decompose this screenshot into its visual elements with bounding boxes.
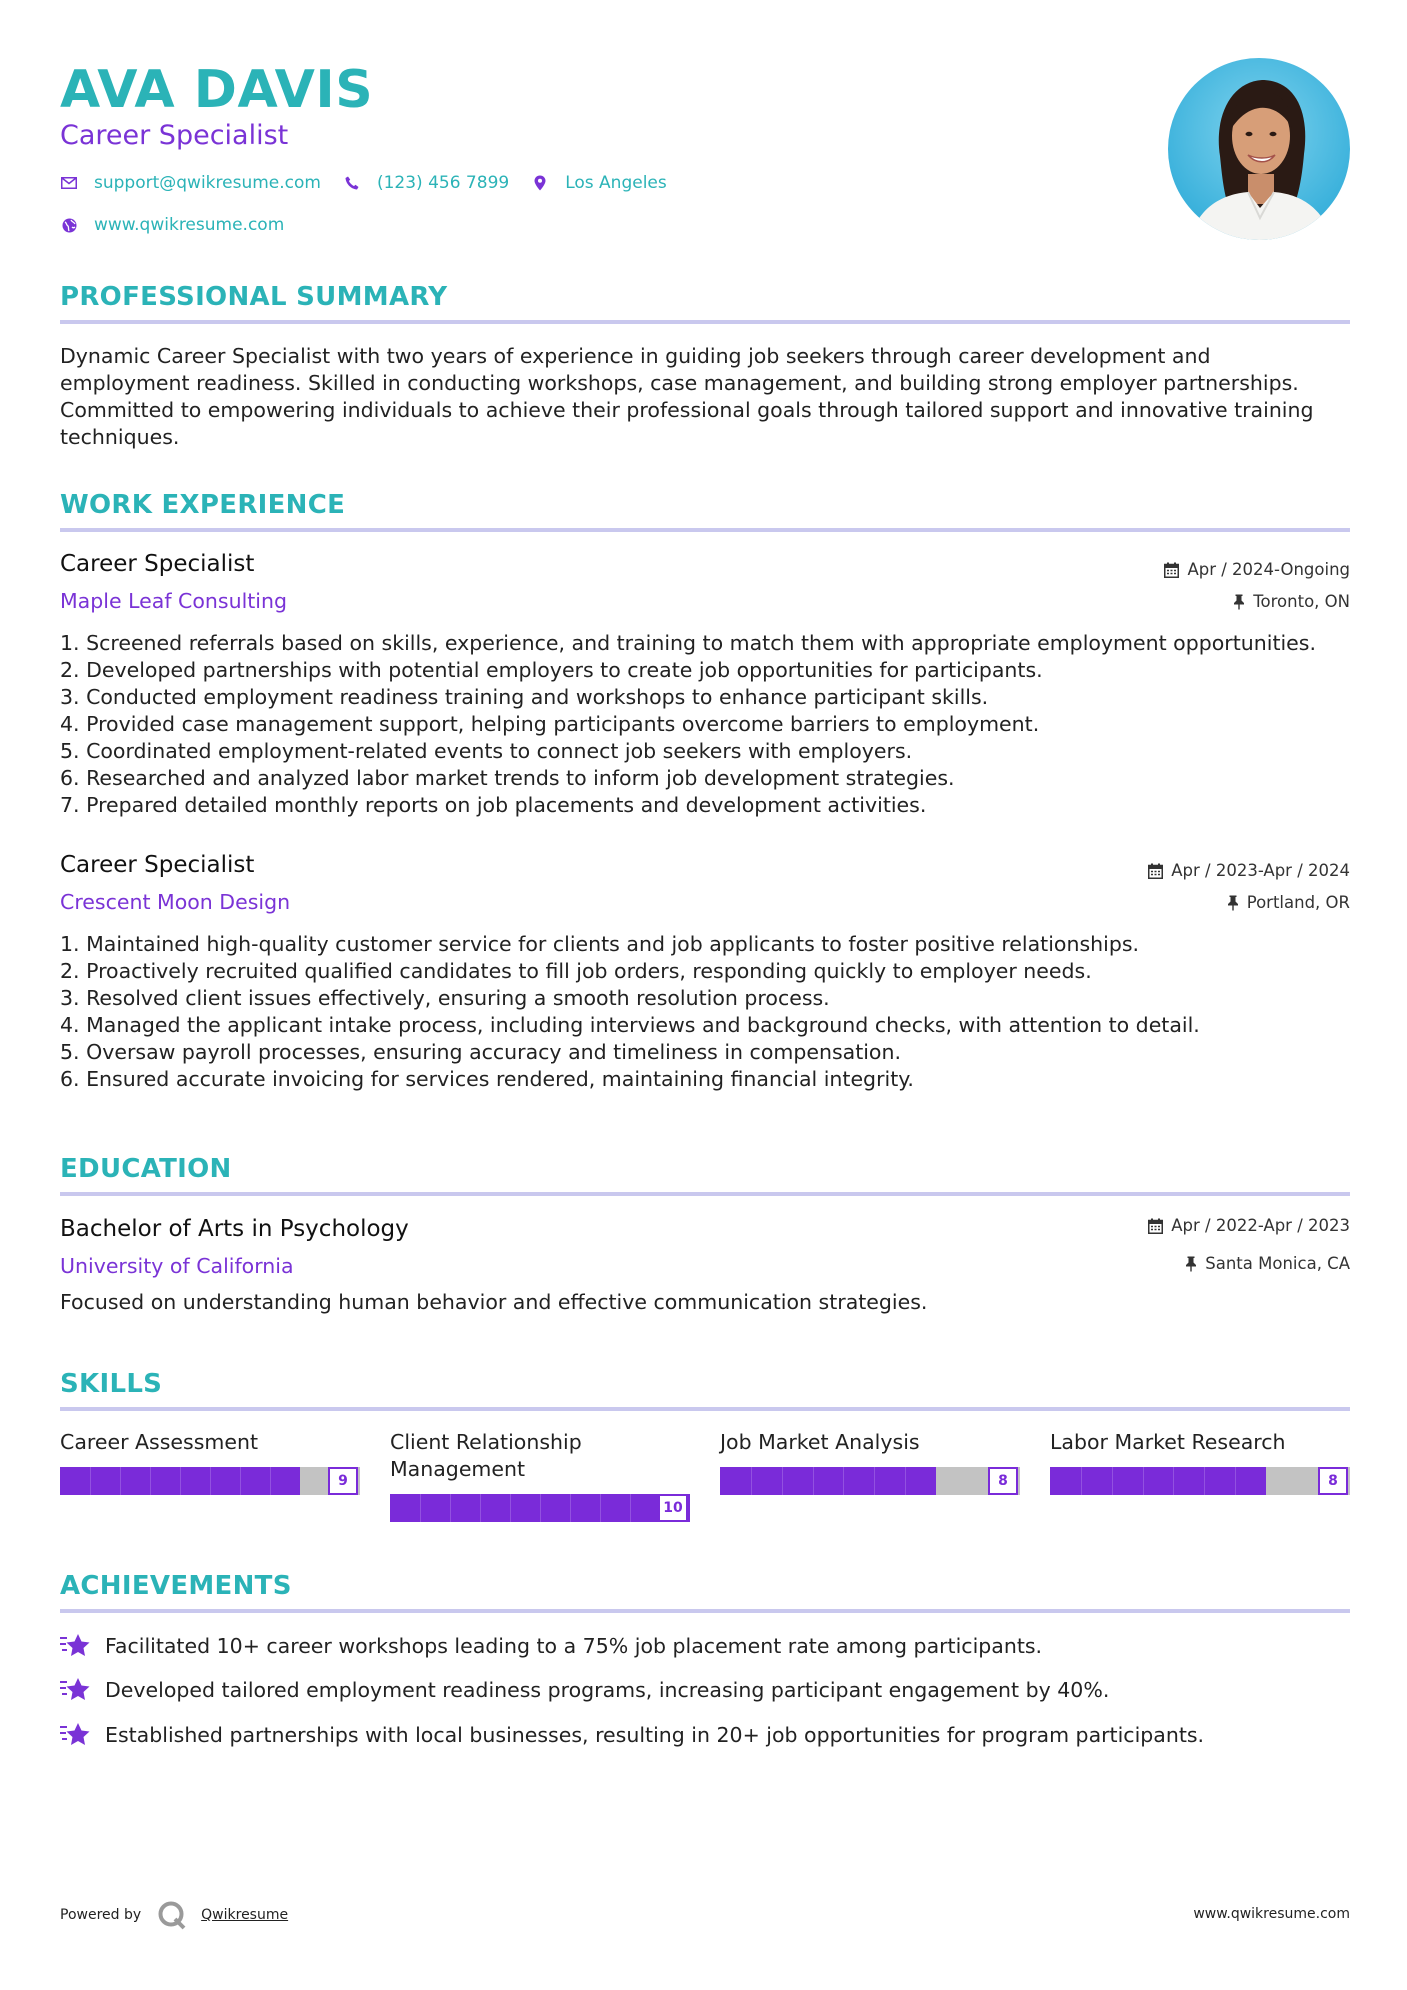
skill-bar-segment [120, 1467, 121, 1495]
job-bullets [60, 630, 1350, 819]
summary-line: Dynamic Career Specialist with two years of experience in guiding job seekers through career development and [60, 344, 1211, 368]
list-item: 4. Managed the applicant intake process, including interviews and background checks, with attention to detail. [60, 1013, 1200, 1037]
candidate-role: Career Specialist [60, 120, 289, 151]
skill-item [60, 1429, 360, 1489]
footer-powered-by [60, 1900, 288, 1930]
skill-bar-segment [1081, 1467, 1082, 1495]
phone-text: (123) 456 7899 [376, 173, 510, 193]
section-title-education: EDUCATION [60, 1154, 232, 1184]
list-item: 5. Oversaw payroll processes, ensuring accuracy and timeliness in compensation. [60, 1040, 901, 1064]
skill-bar-segment [874, 1467, 875, 1495]
summary-text [60, 343, 1350, 451]
job-dates [1148, 860, 1350, 882]
star-icon [60, 1632, 92, 1660]
list-item: 6. Researched and analyzed labor market trends to inform job development strategies. [60, 766, 955, 790]
education-dates [1148, 1215, 1350, 1237]
achievement-text: Established partnerships with local businesses, resulting in 20+ job opportunities for program participants. [105, 1722, 1205, 1747]
job-location-text: Toronto, ON [1253, 592, 1350, 611]
skill-item [390, 1429, 690, 1516]
skill-bar-segment [210, 1467, 211, 1495]
pushpin-icon [1185, 1256, 1197, 1272]
job-dates-text: Apr / 2024-Ongoing [1187, 560, 1350, 579]
envelope-icon [60, 174, 78, 192]
skill-bar-segment [240, 1467, 241, 1495]
website-text: www.qwikresume.com [94, 215, 285, 235]
contact-row-1 [60, 173, 689, 193]
job-dates [1164, 559, 1350, 581]
list-item: 5. Coordinated employment-related events to connect job seekers with employers. [60, 739, 913, 763]
candidate-name: AVA DAVIS [60, 60, 374, 120]
skill-bar-fill [1050, 1467, 1266, 1495]
resume-page [60, 0, 1350, 1990]
company-name: Crescent Moon Design [60, 890, 291, 914]
list-item: 6. Ensured accurate invoicing for services rendered, maintaining financial integrity. [60, 1067, 914, 1091]
education-location-text: Santa Monica, CA [1205, 1254, 1350, 1273]
job-bullets [60, 931, 1350, 1093]
achievement-item [60, 1632, 1042, 1660]
job-title: Career Specialist [60, 551, 255, 577]
star-icon [60, 1721, 92, 1749]
phone-icon [343, 174, 361, 192]
skill-score: 9 [328, 1467, 358, 1495]
location-text: Los Angeles [565, 173, 667, 193]
section-title-summary: PROFESSIONAL SUMMARY [60, 282, 448, 312]
section-title-skills: SKILLS [60, 1369, 163, 1399]
skill-label: Labor Market Research [1050, 1430, 1286, 1454]
profile-photo [1168, 58, 1350, 240]
skill-bar-segment [843, 1467, 844, 1495]
list-item: 4. Provided case management support, helping participants overcome barriers to employment. [60, 712, 1040, 736]
contact-email[interactable] [60, 173, 321, 193]
achievement-item [60, 1676, 1109, 1704]
company-name: Maple Leaf Consulting [60, 589, 288, 613]
skill-bar [1050, 1467, 1350, 1495]
skill-bar-segment [813, 1467, 814, 1495]
job-dates-text: Apr / 2023-Apr / 2024 [1171, 861, 1350, 880]
list-item: 3. Conducted employment readiness training and workshops to enhance participant skills. [60, 685, 989, 709]
skill-bar-segment [1173, 1467, 1174, 1495]
education-dates-text: Apr / 2022-Apr / 2023 [1171, 1216, 1350, 1235]
contact-location [531, 173, 667, 193]
skill-bar-segment [90, 1467, 91, 1495]
achievement-text: Facilitated 10+ career workshops leading to a 75% job placement rate among participants. [105, 1633, 1043, 1658]
globe-icon [60, 216, 78, 234]
skill-bar-segment [751, 1467, 752, 1495]
skill-bar-segment [420, 1494, 421, 1522]
skill-bar-segment [540, 1494, 541, 1522]
list-item: 2. Proactively recruited qualified candidates to fill job orders, responding quickly to employer needs. [60, 959, 1092, 983]
star-icon [60, 1676, 92, 1704]
skill-bar-segment [905, 1467, 906, 1495]
job-location-text: Portland, OR [1246, 893, 1350, 912]
map-pin-icon [531, 174, 549, 192]
education-location [1185, 1253, 1350, 1275]
degree-title: Bachelor of Arts in Psychology [60, 1216, 409, 1242]
skill-bar-segment [1204, 1467, 1205, 1495]
contact-row-2 [60, 215, 306, 235]
skill-bar [720, 1467, 1020, 1495]
list-item: 2. Developed partnerships with potential employers to create job opportunities for participants. [60, 658, 1043, 682]
section-divider [60, 1609, 1350, 1613]
skill-bar-segment [270, 1467, 271, 1495]
skill-label: Job Market Analysis [720, 1430, 920, 1454]
school-name: University of California [60, 1254, 294, 1278]
skill-bar-segment [480, 1494, 481, 1522]
skill-bar-segment [180, 1467, 181, 1495]
achievement-text: Developed tailored employment readiness programs, increasing participant engagement by 40%. [105, 1677, 1110, 1702]
skill-score: 10 [658, 1494, 688, 1522]
summary-line: Committed to empowering individuals to achieve their professional goals through tailored support and innovative training [60, 398, 1314, 422]
job-title: Career Specialist [60, 852, 255, 878]
contact-website[interactable] [60, 215, 284, 235]
skill-score: 8 [1318, 1467, 1348, 1495]
section-title-experience: WORK EXPERIENCE [60, 490, 346, 520]
calendar-icon [1148, 863, 1163, 879]
list-item: 1. Maintained high-quality customer service for clients and job applicants to foster positive relationships. [60, 932, 1140, 956]
pushpin-icon [1233, 594, 1245, 610]
list-item: 3. Resolved client issues effectively, ensuring a smooth resolution process. [60, 986, 830, 1010]
skill-bar-segment [782, 1467, 783, 1495]
achievement-item [60, 1721, 1204, 1749]
pushpin-icon [1227, 895, 1239, 911]
powered-by-text: Powered by [60, 1907, 142, 1923]
skill-bar [390, 1494, 690, 1522]
skill-bar-segment [630, 1494, 631, 1522]
section-divider [60, 528, 1350, 532]
job-location [1227, 892, 1350, 914]
calendar-icon [1164, 562, 1179, 578]
contact-phone[interactable] [343, 173, 509, 193]
skill-bar-fill [720, 1467, 936, 1495]
education-description: Focused on understanding human behavior and effective communication strategies. [60, 1290, 928, 1314]
section-divider [60, 1407, 1350, 1411]
skill-item [720, 1429, 1020, 1489]
skill-bar-segment [1143, 1467, 1144, 1495]
section-title-achievements: ACHIEVEMENTS [60, 1571, 292, 1601]
skill-item [1050, 1429, 1350, 1489]
skill-label: Client Relationship [390, 1430, 582, 1454]
skill-bar-segment [510, 1494, 511, 1522]
skill-score: 8 [988, 1467, 1018, 1495]
skill-bar-segment [570, 1494, 571, 1522]
qwikresume-logo-icon [157, 1900, 187, 1930]
skill-label: Career Assessment [60, 1430, 258, 1454]
calendar-icon [1148, 1218, 1163, 1234]
skill-bar [60, 1467, 360, 1495]
list-item: 1. Screened referrals based on skills, experience, and training to match them with appropriate employment opportunities. [60, 631, 1316, 655]
section-divider [60, 1192, 1350, 1196]
skill-label-line2: Management [390, 1457, 526, 1481]
summary-line: techniques. [60, 425, 180, 449]
skill-bar-segment [1112, 1467, 1113, 1495]
skill-bar-segment [1235, 1467, 1236, 1495]
skill-bar-segment [450, 1494, 451, 1522]
qwikresume-link[interactable]: Qwikresume [201, 1907, 289, 1923]
summary-line: employment readiness. Skilled in conducting workshops, case management, and building strong employer partnerships. [60, 371, 1299, 395]
job-location [1233, 591, 1350, 613]
footer-website[interactable]: www.qwikresume.com [1193, 1906, 1350, 1922]
list-item: 7. Prepared detailed monthly reports on job placements and development activities. [60, 793, 927, 817]
email-text: support@qwikresume.com [94, 173, 321, 193]
skill-bar-segment [600, 1494, 601, 1522]
section-divider [60, 320, 1350, 324]
skill-bar-segment [150, 1467, 151, 1495]
